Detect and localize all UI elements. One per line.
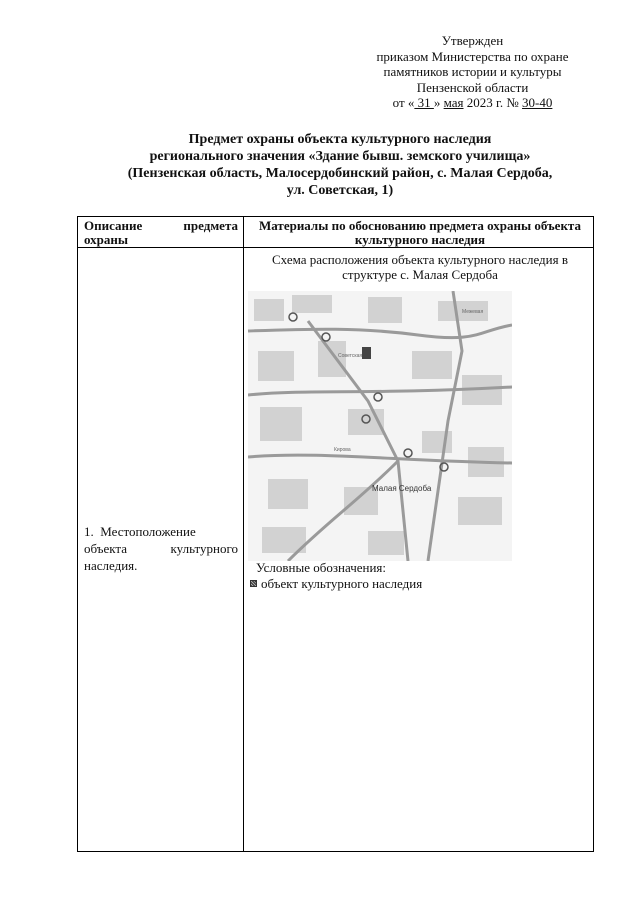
header-description: Описание предмета охраны [84,218,238,247]
legend-item [250,576,422,591]
date-prefix: от « [392,95,415,110]
legend-swatch-icon [250,580,257,587]
title-line-3: (Пензенская область, Малосердобинский район, с. Малая Сердоба, [127,166,553,181]
date-month: мая [443,95,464,110]
cultural-object-marker [362,347,371,359]
title-line-4: ул. Советская, 1) [286,183,394,198]
item-number: 1. [84,524,94,539]
map-label-c: Кирова [334,447,351,453]
item-line-1 [84,523,238,540]
approval-line-4: Пензенской области [416,79,529,95]
approval-block [350,33,595,111]
map-label-a: Межевая [462,309,484,315]
item-location-word: Местоположение [100,524,196,539]
location-map [248,291,512,561]
title-line-1: Предмет охраны объекта культурного наследия [188,132,492,147]
legend-label: объект культурного наследия [261,576,423,591]
item-line-3: наследия. [84,558,138,573]
date-mid: » [433,95,441,110]
map-caption: Схема расположения объекта культурного наследия в структуре с. Малая Сердоба [271,252,568,282]
legend-title: Условные обозначения: [256,560,387,575]
protection-table [77,216,594,852]
approval-date-line [350,95,595,111]
order-number: 30-40 [522,95,553,110]
title-line-2: регионального значения «Здание бывш. земского училища» [149,149,531,164]
map-label-b: Советская [338,353,363,359]
column-divider [243,217,244,851]
item-line-2 [84,540,238,557]
map-label-place: Малая Сердоба [372,484,432,493]
approval-line-3: памятников истории и культуры [383,64,562,79]
item-word-cultural: культурного [170,541,238,556]
date-day: 31 [414,95,434,110]
header-materials: Материалы по обоснованию предмета охраны объекта культурного наследия [259,218,581,247]
item-word-object: объекта [84,541,128,556]
date-year: 2023 г. № [463,95,519,110]
approval-line-2: приказом Министерства по охране [376,48,569,64]
header-divider [78,247,593,248]
approval-line-1: Утвержден [441,33,504,48]
document-title [70,131,610,199]
item-location-cell [84,523,238,574]
